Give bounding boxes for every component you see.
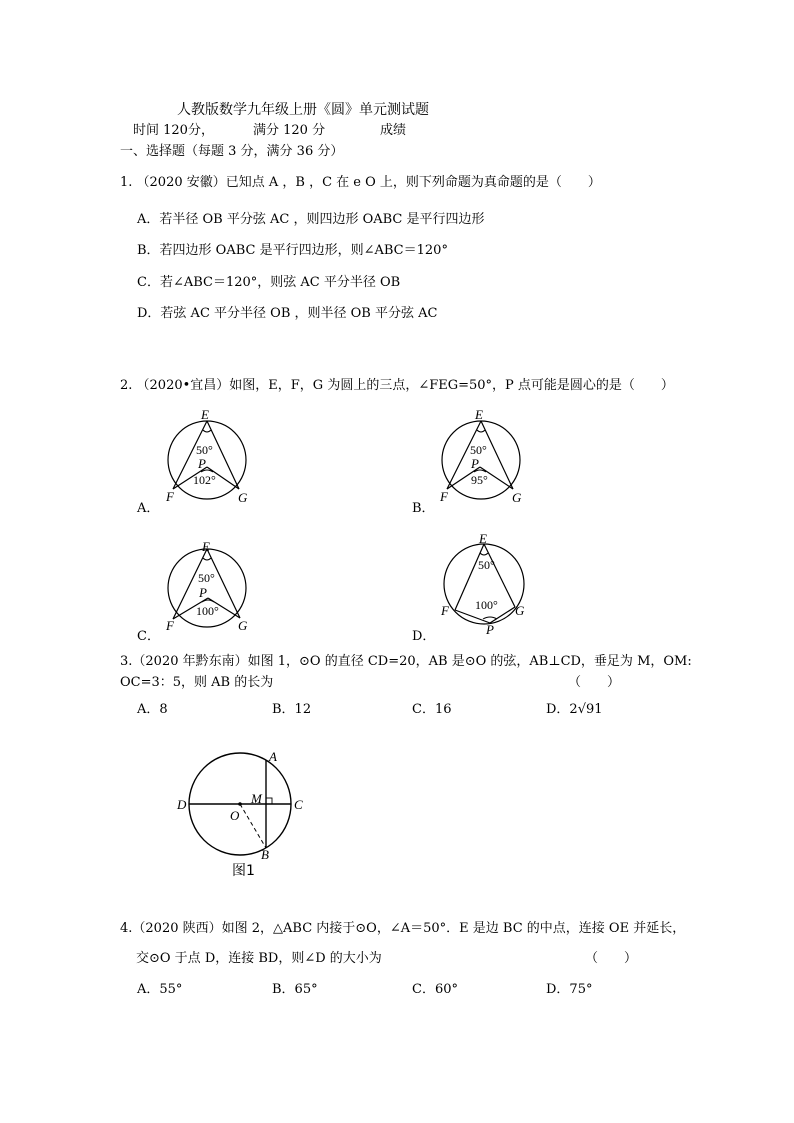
time-limit: 时间 120分，	[133, 123, 214, 138]
point-f-label: F	[441, 603, 449, 618]
question-1-option-c: C．若∠ABC＝120°，则弦 AC 平分半径 OB	[137, 275, 401, 290]
angle-p-label: 100°	[196, 604, 219, 618]
point-g-label: G	[512, 490, 522, 505]
point-m-label: M	[251, 791, 262, 806]
point-g-label: G	[515, 603, 525, 618]
point-f-label: F	[440, 489, 448, 504]
question-1-option-d: D．若弦 AC 平分半径 OB ，则半径 OB 平分弦 AC	[137, 306, 438, 321]
section-heading: 一、选择题（每题 3 分，满分 36 分）	[120, 144, 344, 159]
question-2-option-b: B．	[412, 501, 435, 516]
question-2-figure-b	[434, 407, 534, 505]
question-2-figure-a	[160, 407, 260, 505]
point-e-label: E	[201, 407, 209, 422]
point-g-label: G	[238, 490, 248, 505]
question-1-option-a: A．若半径 OB 平分弦 AC ，则四边形 OABC 是平行四边形	[137, 212, 485, 227]
angle-p-label: 100°	[475, 598, 498, 612]
point-a-label: A	[269, 749, 277, 764]
question-3-option-d: D．2√91	[546, 702, 603, 717]
full-score: 满分 120 分	[253, 123, 326, 138]
point-p-label: P	[199, 585, 207, 600]
question-2-figure-d	[437, 531, 537, 636]
question-1-option-b: B．若四边形 OABC 是平行四边形，则∠ABC＝120°	[137, 243, 448, 258]
point-f-label: F	[166, 489, 174, 504]
point-o-label: O	[230, 808, 240, 823]
angle-e-label: 50°	[470, 443, 487, 457]
question-4-option-a: A．55°	[137, 982, 183, 997]
question-3-option-a: A．8	[137, 702, 168, 717]
point-d-label: D	[177, 797, 187, 812]
grade-label: 成绩	[380, 123, 407, 138]
question-2-option-d: D．	[412, 629, 436, 644]
point-f-label: F	[166, 618, 174, 633]
point-p-label: P	[486, 622, 494, 637]
point-e-label: E	[202, 539, 210, 554]
question-4-option-c: C．60°	[412, 982, 458, 997]
angle-e-label: 50°	[478, 558, 495, 572]
point-g-label: G	[238, 618, 248, 633]
question-3-option-b: B．12	[272, 702, 312, 717]
question-3-stem-line1: 3.（2020 年黔东南）如图 1，⊙O 的直径 CD=20，AB 是⊙O 的弦，AB⊥CD，垂足为 M，OM:	[120, 654, 692, 669]
angle-p-label: 102°	[193, 473, 216, 487]
angle-p-label: 95°	[471, 473, 488, 487]
question-2-option-a: A．	[137, 501, 160, 516]
point-b-label: B	[261, 847, 269, 862]
question-3-option-c: C．16	[412, 702, 452, 717]
question-4-stem-line2: 交⊙O 于点 D，连接 BD，则∠D 的大小为	[136, 951, 382, 966]
point-e-label: E	[479, 531, 487, 546]
question-4-option-d: D．75°	[546, 982, 593, 997]
figure-1-caption: 图1	[232, 863, 255, 879]
point-e-label: E	[475, 407, 483, 422]
question-4-stem-line1: 4.（2020 陕西）如图 2，△ABC 内接于⊙O，∠A＝50°．E 是边 BC 的中点，连接 OE 并延长，	[120, 921, 686, 936]
angle-e-label: 50°	[196, 443, 213, 457]
question-4-option-b: B．65°	[272, 982, 318, 997]
question-1-stem: 1. （2020 安徽）已知点 A ，B ，C 在 e O 上，则下列命题为真命题的是（ ）	[120, 175, 601, 190]
question-2-option-c: C．	[137, 629, 160, 644]
question-3-answer-paren: （ ）	[568, 675, 621, 690]
question-4-answer-paren: （ ）	[585, 951, 638, 966]
point-p-label: P	[198, 456, 206, 471]
point-p-label: P	[471, 456, 479, 471]
question-2-stem: 2. （2020•宜昌）如图，E，F，G 为圆上的三点，∠FEG=50°，P 点可能是圆心的是（ ）	[120, 378, 674, 393]
question-2-figure-c	[160, 538, 260, 633]
angle-e-label: 50°	[198, 571, 215, 585]
point-c-label: C	[294, 797, 303, 812]
question-3-stem-line2: OC=3：5，则 AB 的长为	[120, 675, 274, 690]
document-title: 人教版数学九年级上册《圆》单元测试题	[177, 102, 429, 118]
